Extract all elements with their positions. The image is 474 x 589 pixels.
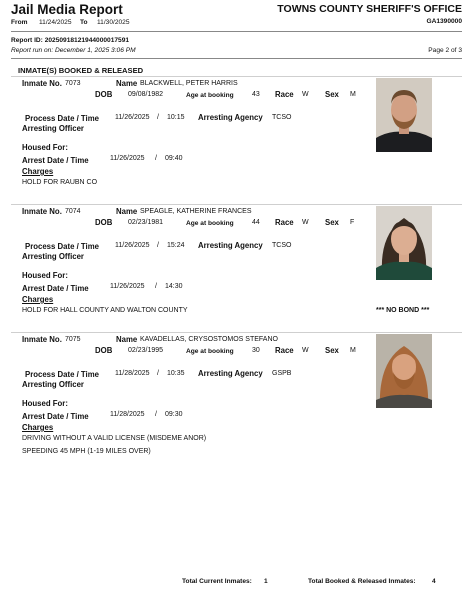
to-label: To [80,19,88,26]
process-label: Process Date / Time [25,370,99,379]
arrest-time: 09:30 [165,411,183,418]
inmate-name: KAVADELLAS, CRYSOSTOMOS STEFANO [140,336,278,343]
slash: / [155,411,157,418]
inmate-mugshot [376,206,432,280]
total-booked-value: 4 [432,578,436,585]
process-time: 10:35 [167,370,185,377]
slash: / [155,155,157,162]
record-separator [11,332,462,333]
total-current-value: 1 [264,578,268,585]
sex: M [350,91,356,98]
report-run-on: Report run on: December 1, 2025 3:06 PM [11,47,136,54]
agency-label: Arresting Agency [198,369,263,378]
slash: / [157,242,159,249]
arrest-time: 14:30 [165,283,183,290]
dob: 02/23/1995 [128,347,164,354]
race-label: Race [275,346,294,355]
inmate-no: 7074 [65,208,81,215]
report-title: Jail Media Report [11,2,123,17]
name-label: Name [116,207,138,216]
name-label: Name [116,79,138,88]
page-number: Page 2 of 3 [428,47,462,54]
inmate-name: SPEAGLE, KATHERINE FRANCES [140,208,252,215]
ori-number: GA1390000 [426,18,462,25]
dob-label: DOB [95,90,113,99]
inmate-no-label: Inmate No. [22,79,62,88]
sex-label: Sex [325,346,339,355]
race-label: Race [275,90,294,99]
inmate-no: 7073 [65,80,81,87]
slash: / [157,114,159,121]
housed-label: Housed For: [22,271,68,280]
age-label: Age at booking [186,92,234,99]
race-label: Race [275,218,294,227]
org-name: TOWNS COUNTY SHERIFF'S OFFICE [277,3,462,15]
arrest-date: 11/26/2025 [110,283,145,290]
sex: F [350,219,355,226]
arresting-officer-label: Arresting Officer [22,380,84,389]
record-separator [11,76,462,77]
inmate-mugshot [376,78,432,152]
charge-line: HOLD FOR RAUBN CO [22,179,98,186]
bond-note: *** NO BOND *** [376,307,430,314]
section-title: INMATE(S) BOOKED & RELEASED [18,66,144,75]
race: W [302,91,309,98]
age: 30 [252,347,260,354]
sex-label: Sex [325,218,339,227]
process-time: 10:15 [167,114,185,121]
charges-label: Charges [22,167,54,176]
report-id: Report ID: 20250918121944000017591 [11,37,130,44]
inmate-no-label: Inmate No. [22,335,62,344]
process-label: Process Date / Time [25,242,99,251]
agency-label: Arresting Agency [198,113,263,122]
charges-label: Charges [22,295,54,304]
age-label: Age at booking [186,220,234,227]
to-date: 11/30/2025 [97,19,130,26]
agency-label: Arresting Agency [198,241,263,250]
race: W [302,219,309,226]
age: 43 [252,91,260,98]
from-label: From [11,19,28,26]
charge-line: DRIVING WITHOUT A VALID LICENSE (MISDEME ANOR) [22,435,207,442]
sex-label: Sex [325,90,339,99]
sex: M [350,347,356,354]
arrest-time: 09:40 [165,155,183,162]
total-booked-label: Total Booked & Released Inmates: [308,578,416,585]
arrest-date-label: Arrest Date / Time [22,412,89,421]
charge-line: HOLD FOR HALL COUNTY AND WALTON COUNTY [22,307,188,314]
header-rule-2 [11,58,462,59]
age-label: Age at booking [186,348,234,355]
arresting-officer-label: Arresting Officer [22,124,84,133]
from-date: 11/24/2025 [39,19,72,26]
agency: GSPB [272,370,292,377]
inmate-mugshot [376,334,432,408]
age: 44 [252,219,260,226]
process-date: 11/28/2025 [115,370,150,377]
charges-label: Charges [22,423,54,432]
header-rule [11,31,462,32]
dob-label: DOB [95,218,113,227]
slash: / [157,370,159,377]
agency: TCSO [272,242,292,249]
housed-label: Housed For: [22,143,68,152]
name-label: Name [116,335,138,344]
arresting-officer-label: Arresting Officer [22,252,84,261]
process-date: 11/26/2025 [115,242,150,249]
process-time: 15:24 [167,242,185,249]
housed-label: Housed For: [22,399,68,408]
agency: TCSO [272,114,292,121]
inmate-no: 7075 [65,336,81,343]
total-current-label: Total Current Inmates: [182,578,252,585]
process-label: Process Date / Time [25,114,99,123]
dob: 02/23/1981 [128,219,164,226]
slash: / [155,283,157,290]
record-separator [11,204,462,205]
dob: 09/08/1982 [128,91,164,98]
charge-line: SPEEDING 45 MPH (1-19 MILES OVER) [22,448,151,455]
arrest-date-label: Arrest Date / Time [22,156,89,165]
inmate-name: BLACKWELL, PETER HARRIS [140,80,238,87]
arrest-date: 11/26/2025 [110,155,145,162]
race: W [302,347,309,354]
process-date: 11/26/2025 [115,114,150,121]
dob-label: DOB [95,346,113,355]
arrest-date: 11/28/2025 [110,411,145,418]
inmate-no-label: Inmate No. [22,207,62,216]
arrest-date-label: Arrest Date / Time [22,284,89,293]
